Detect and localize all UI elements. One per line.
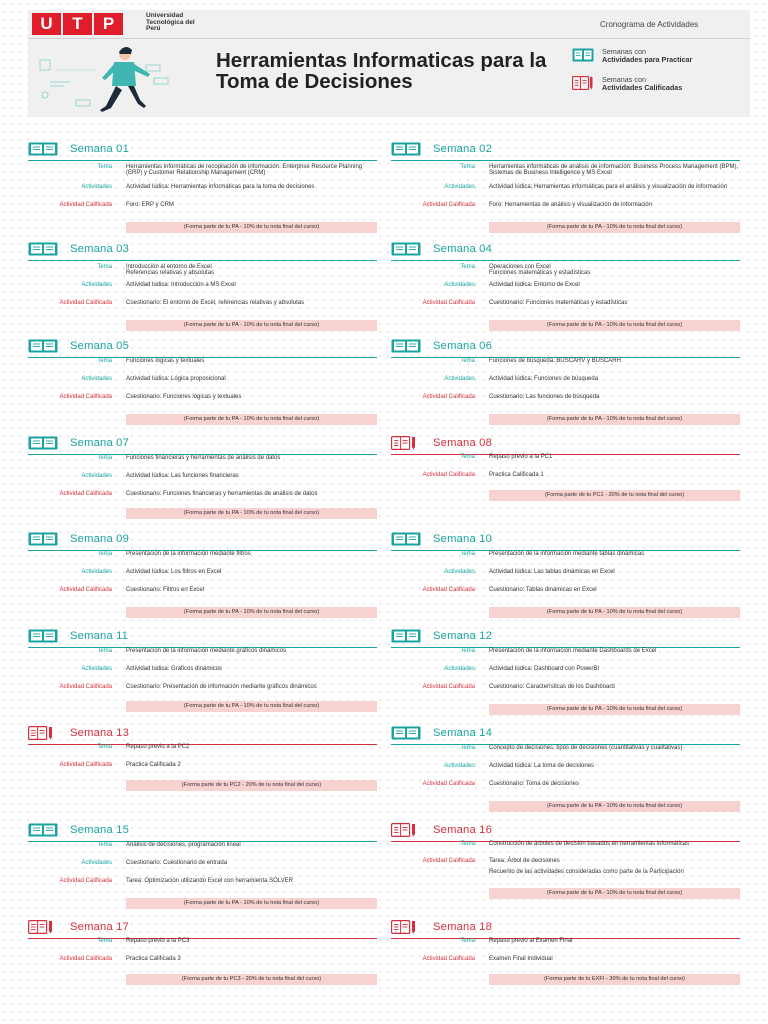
tema-text: Presentación de la información mediante Dashboards de Excel	[489, 648, 657, 654]
calificada-text: Practica Calificada 3	[126, 956, 181, 962]
week-divider	[28, 160, 377, 161]
tema-text: Presentación de la información mediante filtros	[126, 551, 251, 557]
week-title: Semana 07	[70, 437, 130, 449]
legend-label-line1: Semanas con	[602, 75, 646, 84]
week-icon	[391, 532, 421, 546]
logo-letter: P	[94, 13, 123, 35]
row-label: Actividad Calificada	[59, 878, 112, 884]
week-icon	[391, 142, 421, 156]
week-icon	[28, 920, 58, 934]
row-label: Actividades	[444, 666, 475, 672]
calificada-text: Cuestionario: Toma de decisiones	[489, 781, 579, 787]
grade-note: (Forma parte de tu PA - 10% de tu nota final del curso)	[489, 704, 740, 715]
week-header	[28, 724, 377, 742]
week-icon	[28, 629, 58, 643]
row-label: Actividades	[444, 763, 475, 769]
tema-text: Funciones lógicas y textuales	[126, 358, 205, 364]
tema-text: Introducción al entorno de Excel Referencias relativas y absolutas	[126, 264, 215, 277]
grade-note: (Forma parte de tu PC1 - 20% de tu nota final del curso)	[489, 490, 740, 501]
book-icon	[28, 436, 58, 450]
tema-text: Funciones financieras y herramientas de análisis de datos	[126, 455, 281, 461]
calificada-extra-text: Recuento de las actividades consideradas como parte de la Participación	[489, 869, 684, 875]
row-label: Actividades	[81, 184, 112, 190]
row-label: Tema	[97, 358, 112, 364]
logo-letter: T	[63, 13, 92, 35]
graded-book-icon	[391, 920, 417, 934]
row-label: Tema	[97, 264, 112, 270]
row-label: Actividad Calificada	[59, 394, 112, 400]
graded-book-icon	[28, 920, 54, 934]
grade-note: (Forma parte de tu PA - 10% de tu nota final del curso)	[489, 607, 740, 618]
row-label: Tema	[97, 455, 112, 461]
calificada-text: Cuestionario: El entorno de Excel, referencias relativas y absolutas	[126, 300, 305, 306]
book-icon	[391, 242, 421, 256]
book-icon	[391, 532, 421, 546]
week-title: Semana 09	[70, 533, 130, 545]
week-header	[391, 627, 740, 645]
week-divider	[391, 260, 740, 261]
week-icon	[391, 436, 421, 450]
week-title: Semana 14	[433, 727, 493, 739]
book-icon	[28, 823, 58, 837]
week-title: Semana 01	[70, 143, 130, 155]
row-label: Actividad Calificada	[59, 300, 112, 306]
grade-note: (Forma parte de tu PA - 10% de tu nota final del curso)	[489, 888, 740, 899]
calificada-text: Foro: ERP y CRM	[126, 202, 174, 208]
week-title: Semana 03	[70, 243, 130, 255]
calificada-text: Cuestionario: Funciones matemáticas y estadísticas	[489, 300, 628, 306]
row-label: Tema	[460, 745, 475, 751]
book-icon	[28, 339, 58, 353]
actividades-text: Actividad lúdica: Funciones de búsqueda	[489, 376, 599, 382]
tema-text: Presentación de la información mediante gráficos dinámicos	[126, 648, 287, 654]
row-label: Actividades	[81, 569, 112, 575]
grade-note: (Forma parte de tu PA - 10% de tu nota final del curso)	[126, 898, 377, 909]
row-label: Tema	[97, 164, 112, 170]
grade-note: (Forma parte de tu PA - 10% de tu nota final del curso)	[126, 508, 377, 519]
row-label: Actividad Calificada	[422, 781, 475, 787]
row-label: Tema	[460, 358, 475, 364]
book-icon	[391, 339, 421, 353]
graded-book-icon	[572, 76, 594, 90]
week-title: Semana 08	[433, 437, 493, 449]
graded-book-icon	[391, 823, 417, 837]
grade-note: (Forma parte de tu PA - 10% de tu nota final del curso)	[126, 414, 377, 425]
tema-text: Funciones de búsqueda: BUSCARV y BUSCARH	[489, 358, 621, 364]
week-icon	[391, 823, 421, 837]
row-label: Tema	[97, 551, 112, 557]
grade-note: (Forma parte de tu PA - 10% de tu nota final del curso)	[489, 801, 740, 812]
university-name: Universidad Tecnológica del Perú	[146, 12, 195, 32]
week-icon	[28, 339, 58, 353]
grade-note: (Forma parte de tu PA - 10% de tu nota final del curso)	[489, 222, 740, 233]
row-label: Actividad Calificada	[422, 202, 475, 208]
week-header	[391, 240, 740, 258]
calificada-text: Examen Final Individual	[489, 956, 553, 962]
actividades-text: Actividad lúdica: Entorno de Excel	[489, 282, 580, 288]
tema-text: Construcción de árboles de decisión basados en herramientas informáticas	[489, 841, 690, 847]
legend-label-line2: Actividades para Practicar	[602, 55, 693, 64]
week-icon	[28, 726, 58, 740]
week-header	[391, 337, 740, 355]
calificada-text: Cuestionario: Presentación de información mediante gráficos dinámicos	[126, 684, 317, 690]
row-label: Tema	[460, 264, 475, 270]
row-label: Actividades	[444, 282, 475, 288]
week-title: Semana 17	[70, 921, 130, 933]
actividades-text: Actividad lúdica: Dashboard con PowerBI	[489, 666, 600, 672]
document-type: Cronograma de Actividades	[600, 20, 699, 29]
tema-text: Repaso previo a la PC2	[126, 744, 190, 750]
week-title: Semana 05	[70, 340, 130, 352]
grade-note: (Forma parte de tu EXFI - 30% de tu nota final del curso)	[489, 974, 740, 985]
page-title: Herramientas Informaticas para la Toma de Decisiones	[216, 49, 547, 93]
tema-text: Presentación de la información mediante tablas dinámicas	[489, 551, 645, 557]
logo-letter: U	[32, 13, 61, 35]
row-label: Actividad Calificada	[422, 956, 475, 962]
grade-note: (Forma parte de tu PC3 - 20% de tu nota final del curso)	[126, 974, 377, 985]
week-title: Semana 16	[433, 824, 493, 836]
row-label: Tema	[97, 938, 112, 944]
week-header	[28, 240, 377, 258]
calificada-text: Cuestionario: Funciones lógicas y textuales	[126, 394, 242, 400]
row-label: Actividad Calificada	[422, 684, 475, 690]
row-label: Actividades	[444, 376, 475, 382]
row-label: Tema	[460, 841, 475, 847]
week-title: Semana 06	[433, 340, 493, 352]
book-icon	[572, 48, 594, 62]
week-icon	[28, 242, 58, 256]
actividades-text: Actividad lúdica: Introducción a MS Excel	[126, 282, 236, 288]
week-header	[28, 627, 377, 645]
row-label: Actividad Calificada	[422, 472, 475, 478]
week-title: Semana 18	[433, 921, 493, 933]
week-title: Semana 11	[70, 630, 129, 642]
actividades-text: Actividad lúdica: Herramientas informáticas para el análisis y visualización de información	[489, 184, 728, 190]
week-header	[28, 337, 377, 355]
row-label: Actividades	[81, 860, 112, 866]
row-label: Tema	[97, 744, 112, 750]
tema-text: Operaciones con Excel Funciones matemáticas y estadísticas	[489, 264, 591, 277]
week-title: Semana 13	[70, 727, 130, 739]
week-header	[391, 821, 740, 839]
grade-note: (Forma parte de tu PA - 10% de tu nota final del curso)	[126, 222, 377, 233]
grade-note: (Forma parte de tu PA - 10% de tu nota final del curso)	[126, 701, 377, 712]
book-icon	[28, 242, 58, 256]
tema-text: Repaso previo al Examen Final	[489, 938, 573, 944]
row-label: Tema	[460, 648, 475, 654]
calificada-text: Cuestionario: Características de los Dashboard	[489, 684, 615, 690]
week-icon	[391, 920, 421, 934]
book-icon	[28, 532, 58, 546]
row-label: Actividad Calificada	[59, 202, 112, 208]
week-icon	[28, 823, 58, 837]
week-divider	[391, 160, 740, 161]
row-label: Actividad Calificada	[59, 762, 112, 768]
row-label: Tema	[97, 842, 112, 848]
tema-text: Análisis de decisiones, programación lineal	[126, 842, 241, 848]
row-label: Tema	[460, 164, 475, 170]
week-icon	[391, 629, 421, 643]
grade-note: (Forma parte de tu PA - 10% de tu nota final del curso)	[489, 414, 740, 425]
calificada-text: Practica Calificada 1	[489, 472, 544, 478]
graded-book-icon	[28, 726, 54, 740]
book-icon	[391, 726, 421, 740]
row-label: Tema	[97, 648, 112, 654]
week-icon	[391, 726, 421, 740]
grade-note: (Forma parte de tu PC2 - 20% de tu nota final del curso)	[126, 780, 377, 791]
week-title: Semana 15	[70, 824, 130, 836]
row-label: Actividades	[81, 666, 112, 672]
actividades-text: Actividad lúdica: Las funciones financieras	[126, 473, 239, 479]
week-header	[391, 918, 740, 936]
week-icon	[391, 339, 421, 353]
book-icon	[28, 629, 58, 643]
utp-logo	[32, 13, 123, 35]
week-header	[28, 821, 377, 839]
week-icon	[28, 532, 58, 546]
row-label: Actividad Calificada	[422, 858, 475, 864]
row-label: Actividades	[81, 376, 112, 382]
row-label: Tema	[460, 938, 475, 944]
grade-note: (Forma parte de tu PA - 10% de tu nota final del curso)	[126, 607, 377, 618]
week-title: Semana 02	[433, 143, 493, 155]
grade-note: (Forma parte de tu PA - 10% de tu nota final del curso)	[126, 320, 377, 331]
actividades-text: Actividad lúdica: Los filtros en Excel	[126, 569, 222, 575]
header-divider	[28, 38, 750, 39]
actividades-text: Cuestionario: Cuestionario de entrada	[126, 860, 228, 866]
week-header	[391, 530, 740, 548]
week-header	[391, 724, 740, 742]
actividades-text: Actividad lúdica: Las tablas dinámicas en Excel	[489, 569, 615, 575]
calificada-text: Tarea: Optimización utilizando Excel con herramienta SOLVER	[126, 878, 293, 884]
tema-text: Herramientas informáticas de recopilación de información: Enterprise Resource Planning (ERP) y Customer Relationship Management (CRM)	[126, 164, 363, 177]
calificada-text: Cuestionario: Filtros en Excel	[126, 587, 205, 593]
actividades-text: Actividad lúdica: Gráficos dinámicos	[126, 666, 223, 672]
calificada-text: Cuestionario: Funciones financieras y herramientas de análisis de datos	[126, 491, 318, 497]
tema-text: Repaso previo a la PC3	[126, 938, 190, 944]
grade-note: (Forma parte de tu PA - 10% de tu nota final del curso)	[489, 320, 740, 331]
calificada-text: Cuestionario: Las funciones de búsqueda	[489, 394, 600, 400]
book-icon	[391, 629, 421, 643]
row-label: Actividad Calificada	[422, 300, 475, 306]
week-title: Semana 04	[433, 243, 493, 255]
calificada-text: Tarea: Árbol de decisiones	[489, 858, 560, 864]
row-label: Actividad Calificada	[59, 956, 112, 962]
graded-book-icon	[391, 436, 417, 450]
document-header	[28, 10, 750, 117]
week-header	[28, 140, 377, 158]
row-label: Actividades	[81, 473, 112, 479]
week-divider	[28, 260, 377, 261]
legend-graded	[572, 76, 682, 92]
row-label: Actividad Calificada	[59, 684, 112, 690]
actividades-text: Actividad lúdica: La toma de decisiones	[489, 763, 595, 769]
week-header	[28, 434, 377, 452]
calificada-text: Practica Calificada 2	[126, 762, 181, 768]
row-label: Tema	[460, 454, 475, 460]
book-icon	[28, 142, 58, 156]
week-header	[391, 140, 740, 158]
week-icon	[28, 142, 58, 156]
legend-practice	[572, 48, 692, 64]
week-icon	[391, 242, 421, 256]
row-label: Actividad Calificada	[59, 587, 112, 593]
legend-label-line1: Semanas con	[602, 47, 646, 56]
tema-text: Herramientas informáticas de análisis de información: Business Process Management (BPM), Sistemas de Business Intelligence y MS Excel	[489, 164, 739, 177]
actividades-text: Actividad lúdica: Herramientas informáticas para la toma de decisiones	[126, 184, 315, 190]
week-header	[391, 434, 740, 452]
week-header	[28, 530, 377, 548]
week-title: Semana 12	[433, 630, 493, 642]
row-label: Actividades	[444, 184, 475, 190]
week-icon	[28, 436, 58, 450]
book-icon	[391, 142, 421, 156]
tema-text: Repaso previo a la PC1	[489, 454, 553, 460]
row-label: Actividad Calificada	[422, 587, 475, 593]
week-title: Semana 10	[433, 533, 493, 545]
calificada-text: Cuestionario: Tablas dinámicas en Excel	[489, 587, 597, 593]
row-label: Actividades	[81, 282, 112, 288]
row-label: Actividad Calificada	[422, 394, 475, 400]
person-illustration	[36, 40, 196, 115]
legend-label-line2: Actividades Calificadas	[602, 83, 683, 92]
row-label: Actividades	[444, 569, 475, 575]
row-label: Tema	[460, 551, 475, 557]
tema-text: Concepto de decisiones, tipos de decisiones (cuantitativas y cualitativas)	[489, 745, 683, 751]
week-header	[28, 918, 377, 936]
actividades-text: Actividad lúdica: Lógica proposicional	[126, 376, 226, 382]
calificada-text: Foro: Herramientas de análisis y visualización de información	[489, 202, 653, 208]
row-label: Actividad Calificada	[59, 491, 112, 497]
